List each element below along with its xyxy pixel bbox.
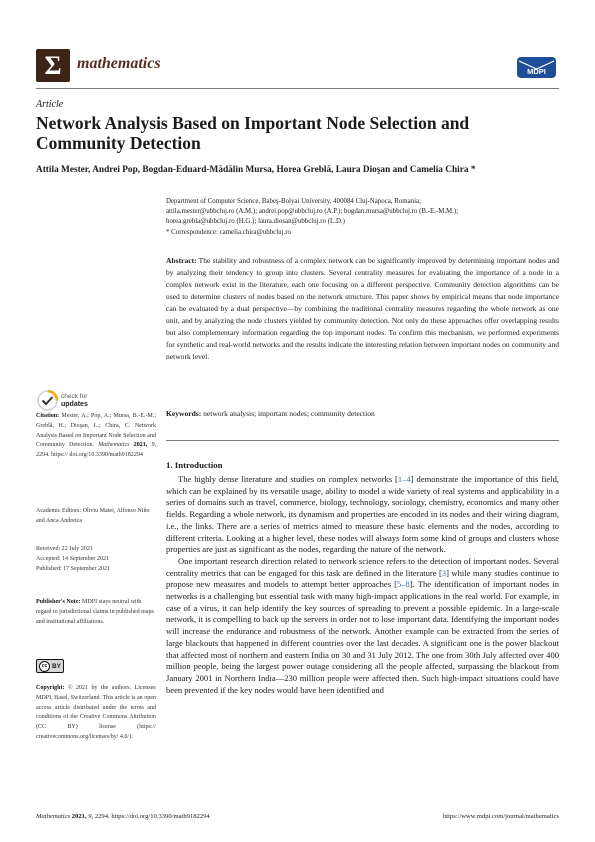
citation-doi[interactable]: 2294. https:// doi.org/10.3390/math9182294 xyxy=(36,452,143,459)
publisher-note xyxy=(36,598,156,627)
affiliation-line: horea.grebla@ubbcluj.ro (H.G.); laura.diosan@ubbcluj.ro (L.D.) xyxy=(166,218,345,226)
academic-editors: Academic Editors: Oliviu Matei, Alfonso Niño and Anca Andreica xyxy=(36,508,150,524)
paragraph xyxy=(166,556,559,696)
abstract-rule xyxy=(166,440,559,441)
keywords xyxy=(166,409,559,418)
accepted-date: Accepted: 14 September 2021 xyxy=(36,555,110,562)
author-list: Attila Mester, Andrei Pop, Bogdan-Eduard-Mădălin Mursa, Horea Greblă, Laura Dioşan and Camelia Chira * xyxy=(36,165,476,175)
check-updates-line2: updates xyxy=(61,400,88,408)
check-updates-line1: check for xyxy=(61,392,88,400)
text-run: ] while many studies continue to propose new measures and models to attempt better approaches [ xyxy=(166,567,559,590)
citation-link[interactable]: 1–4 xyxy=(397,474,411,484)
citation-text: Mester, A.; Pop, A.; Mursa, B.-E.-M.; Greblă, H.; Dioşan, L.; Chira, C. Network Analysis Based on Important Node Selection and Community Detection. xyxy=(36,413,156,449)
copyright-text: © 2021 by the authors. Licensee MDPI, Basel, Switzerland. This article is an open access article distributed under the terms and conditions of the Creative Commons Attribution (CC BY) license (https:// creativecommons.org/licenses/by/ 4.0/). xyxy=(36,685,156,740)
body-text xyxy=(166,474,559,696)
cc-by-license-badge[interactable] xyxy=(36,659,64,673)
dates-block xyxy=(36,545,156,574)
citation-volume: 9, xyxy=(151,442,156,449)
publisher-note-label: Publisher's Note: xyxy=(36,599,81,605)
footer-volume: 9, xyxy=(88,813,94,820)
footer-journal: Mathematics xyxy=(36,813,71,820)
keywords-text: network analysis; important nodes; community detection xyxy=(203,409,375,418)
footer-doi[interactable]: 2294. https://doi.org/10.3390/math9182294 xyxy=(94,813,210,820)
cc-icon: cc xyxy=(39,661,50,672)
correspondence-line: * Correspondence: camelia.chira@ubbcluj.ro xyxy=(166,228,291,236)
received-date: Received: 22 July 2021 xyxy=(36,546,93,552)
citation-block xyxy=(36,412,156,461)
text-run: ] demonstrate the importance of this field, which can be explained by its versatile usage, ability to model a wide variety of real systems and applicability in a series of domains such as travel, commerce, biology, technology, sociology, chemistry, economics and many other fields. Regarding a whole network, its dynamism and properties are encoded in its nodes and their wiring diagram, i.e., the links. There are a series of metrics aimed to measure these basic elements and the nodes, according to different criteria. Looking at a higher level, these nodes will always form some kind of groups and clusters whose properties are just as significant as the nodes, regarding the nature of the network. xyxy=(166,474,560,555)
affiliation-line: Department of Computer Science, Babeş-Bolyai University, 400084 Cluj-Napoca, Romania; xyxy=(166,198,422,205)
copyright-label: Copyright: xyxy=(36,685,65,691)
publisher-note-text: MDPI stays neutral with regard to jurisdictional claims in published maps and institutional affiliations. xyxy=(36,599,154,625)
header-rule xyxy=(36,88,559,89)
copyright-block xyxy=(36,684,156,743)
footer-journal-url[interactable]: https://www.mdpi.com/journal/mathematics xyxy=(442,813,559,820)
check-updates-icon xyxy=(37,390,58,411)
mdpi-logo-text: MDPI xyxy=(527,67,546,76)
published-date: Published: 17 September 2021 xyxy=(36,565,111,572)
citation-year: 2021, xyxy=(133,442,148,449)
footer-year: 2021, xyxy=(71,813,87,820)
cc-badge-text: BY xyxy=(51,662,61,670)
journal-logo xyxy=(36,49,70,82)
citation-label: Citation: xyxy=(36,413,60,419)
mdpi-logo-icon xyxy=(517,57,556,78)
check-for-updates-badge[interactable] xyxy=(37,390,88,411)
paper-title: Network Analysis Based on Important Node Selection and Community Detection xyxy=(36,113,470,153)
paragraph xyxy=(166,474,559,556)
citation-link[interactable]: 3 xyxy=(441,567,447,578)
article-type: Article xyxy=(36,99,64,110)
abstract-text: The stability and robustness of a complex network can be significantly improved by determining important nodes and by analyzing their tendency to group into clusters. Several centrality measures for evaluating the importance of a node in a complex network exist in the literature, each one focusing on a different perspective. Community detection algorithms can be used to determine clusters of nodes based on the network structure. This paper shows by empirical means that node importance can be evaluated by a dual perspective—by combining the traditional centrality measures regarding the whole network as one unit, and by analyzing the node clusters yielded by community detection. Not only do these approaches offer overlapping results but also complementary information regarding the top important nodes. To confirm this mechanism, we performed experiments for synthetic and real-world networks and the results indicate the interesting relation between important nodes on community and network level. xyxy=(166,256,559,361)
footer-citation xyxy=(36,813,210,820)
text-run: ]. The identification of important nodes in networks is a challenging but essential task with many high-impact applications in the real world. For example, in case of a virus, it can help identify the key sources of spreading to prevent a possible epidemic. In a large-scale network, it is compelling to back up the servers in order not to lose important data. Identifying the important nodes will increase the endurance and robustness of the network. Another example can be extracted from the series of large blackouts that happened in different countries over the last decades. A significant one is the power blackout that affected most of northern and eastern India on 30 and 31 July 2012. The one from 30th July affected over 400 million people, being the largest power outage considering all the people affected, surpassing the blackout from January 2001 in Northern India—230 million people were affected then. Such high-impact situations could have been prevented if the key nodes would have been identified and xyxy=(166,579,559,695)
citation-link[interactable]: 5–8 xyxy=(396,579,410,590)
text-run: One important research direction related to network science refers to the detection of important nodes. Several centrality metrics that can be engaged for this task are defined in the literature [ xyxy=(166,555,559,578)
sigma-logo-icon: Σ xyxy=(44,50,62,80)
abstract-label: Abstract: xyxy=(166,256,197,265)
abstract xyxy=(166,255,559,363)
keywords-label: Keywords: xyxy=(166,409,202,418)
section-heading: 1. Introduction xyxy=(166,460,223,470)
affiliation-block xyxy=(166,197,566,238)
citation-journal: Mathematics xyxy=(98,442,130,449)
text-run: The highly dense literature and studies on complex networks [ xyxy=(178,474,398,484)
journal-name: mathematics xyxy=(77,55,161,72)
affiliation-line: attila.mester@ubbcluj.ro (A.M.); andrei.pop@ubbcluj.ro (A.P.); bogdan.mursa@ubbcluj.ro (B.-E.-M.M.); xyxy=(166,208,459,216)
